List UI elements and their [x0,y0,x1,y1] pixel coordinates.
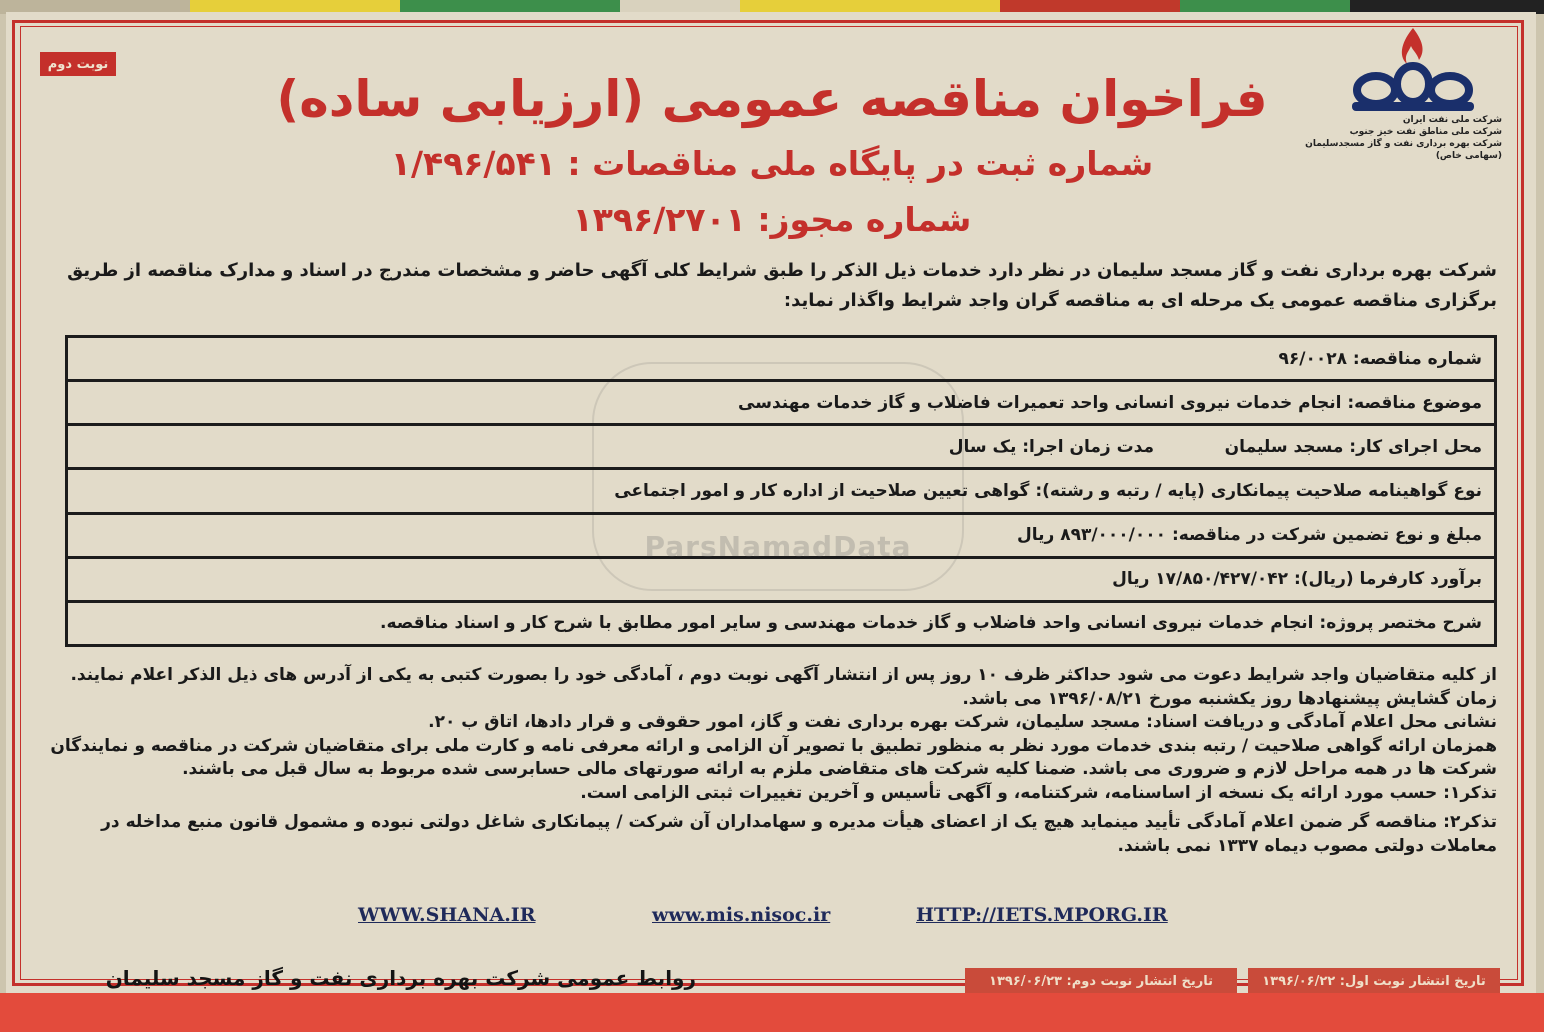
public-relations-signature: روابط عمومی شرکت بهره برداری نفت و گاز مسجد سلیمان [105,966,696,990]
note-2-paragraph: تذکر۲: مناقصه گر ضمن اعلام آمادگی تأیید مینماید هیچ یک از اعضای هیأت مدیره و سهامداران آن شرکت / پیمانکاری شاغل دولتی نبوده و مشمول قانون منبع مداخله در معاملات دولتی مصوب دیماه ۱۳۳۷ نمی باشند. [101,812,1497,856]
org-line: شرکت بهره برداری نفت و گاز مسجدسلیمان [1305,139,1502,149]
requirements-paragraph: همزمان ارائه گواهی صلاحیت / رتبه بندی خدمات مورد نظر به منظور تطبیق با تصویر آن الزامی و ارائه معرفی نامه و کارت ملی برای متقاضیان شرکت در مناقصه و نمایندگان شرکت ها در همه مراحل لازم و ضروری می باشد. ضمنا کلیه شرکت های متقاضی ملزم به ارائه صورتهای مالی حسابرسی شده مربوط به سال قبل می باشند. [50,735,1497,779]
invitation-paragraph: از کلیه متقاضیان واجد شرایط دعوت می شود حداکثر ظرف ۱۰ روز پس از انتشار آگهی نوبت دوم ، آمادگی خود را بصورت کتبی به یکی از آدرس های ذیل الذکر اعلام نمایند. [70,665,1497,685]
org-line: (سهامی خاص) [1435,151,1502,161]
table-row-certificate [68,470,1494,514]
table-row-estimate [68,559,1494,603]
notice-title: فراخوان مناقصه عمومی (ارزیابی ساده) [276,70,1268,128]
work-duration: مدت زمان اجرا: یک سال [948,436,1154,457]
tender-number: شماره مناقصه: ۹۶/۰۰۲۸ [1278,348,1482,369]
permit-number: شماره مجوز: ۱۳۹۶/۲۷۰۱ [572,200,972,239]
publication-badge: نوبت دوم [40,52,116,76]
tender-subject: موضوع مناقصه: انجام خدمات نیروی انسانی واحد تعمیرات فاضلاب و گاز خدمات مهندسی [738,392,1482,413]
notice-body [40,664,1497,858]
note-1-paragraph: تذکر۱: حسب مورد ارائه یک نسخه از اساسنامه، شرکتنامه، و آگهی تأسیس و آخرین تغییرات ثبتی الزامی است. [580,782,1497,803]
intro-paragraph: شرکت بهره برداری نفت و گاز مسجد سلیمان در نظر دارد خدمات ذیل الذکر را طبق شرایط کلی آگهی حاضر و مشخصات مندرج در اسناد و مدارک مناقصه از طریق برگزاری مناقصه عمومی یک مرحله ای به مناقصه گران واجد شرایط واگذار نماید: [67,260,1497,311]
employer-estimate: برآورد کارفرما (ریال): ۱۷/۸۵۰/۴۲۷/۰۴۲ ریال [1112,569,1482,590]
iets-url: HTTP://IETS.MPORG.IR [916,904,1168,926]
table-row-location [68,426,1494,470]
first-publication-date: تاریخ انتشار نوبت اول: ۱۳۹۶/۰۶/۲۲ [1248,968,1500,994]
project-description: شرح مختصر پروژه: انجام خدمات نیروی انسانی واحد فاضلاب و گاز خدمات مهندسی و سایر امور مطابق با شرح کار و اسناد مناقصه. [380,613,1482,634]
flame-icon [1402,28,1423,64]
table-row-tender-number [68,338,1494,382]
address-paragraph: نشانی محل اعلام آمادگی و دریافت اسناد: مسجد سلیمان، شرکت بهره برداری نفت و گاز، امور حقوقی و قرار دادها، اتاق ب ۲۰. [428,712,1497,732]
watermark-text: ParsNamadData [644,530,912,563]
nisoc-url: www.mis.nisoc.ir [652,904,831,926]
tender-table [65,335,1497,647]
org-line: شرکت ملی نفت ایران [1402,115,1502,125]
guarantee-amount: مبلغ و نوع تضمین شرکت در مناقصه: ۸۹۳/۰۰۰/۰۰۰ ریال [1016,525,1482,546]
bottom-red-band [0,993,1544,1032]
org-line: شرکت ملی مناطق نفت خیز جنوب [1349,127,1502,137]
table-row-subject [68,382,1494,426]
table-row-description [68,603,1494,644]
opening-date-paragraph: زمان گشایش پیشنهادها روز یکشنبه مورخ ۱۳۹۶/۰۸/۲۱ می باشد. [962,688,1497,709]
registration-number: شماره ثبت در پایگاه ملی مناقصات : ۱/۴۹۶/۵۴۱ [390,144,1154,183]
certificate-type: نوع گواهینامه صلاحیت پیمانکاری (پایه / رتبه و رشته): گواهی تعیین صلاحیت از اداره کار و امور اجتماعی [614,480,1482,501]
shana-url: WWW.SHANA.IR [358,904,536,926]
second-publication-date: تاریخ انتشار نوبت دوم: ۱۳۹۶/۰۶/۲۳ [965,968,1237,994]
work-location: محل اجرای کار: مسجد سلیمان [1224,436,1482,457]
